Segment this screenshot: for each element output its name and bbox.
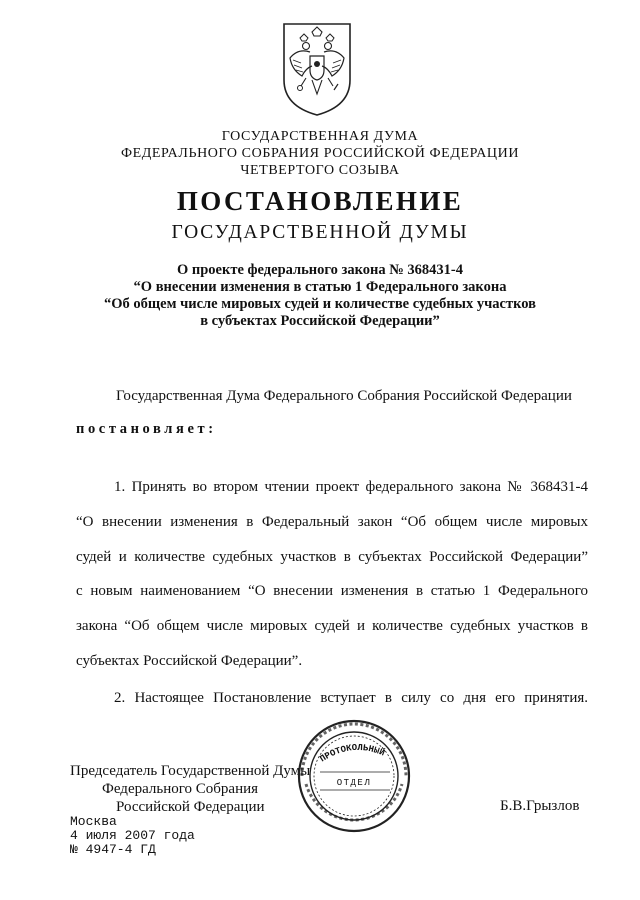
document-issuer: ГОСУДАРСТВЕННОЙ ДУМЫ [171,222,469,243]
header-line-duma: ГОСУДАРСТВЕННАЯ ДУМА [221,129,419,144]
subject-line-4: в субъектах Российской Федерации” [200,313,440,329]
stamp-text-top: ПРОТОКОЛЬНЫЙ [318,742,387,765]
paragraph-1-line-5: закона “Об общем числе мировых судей и количестве судебных участков в [76,618,588,634]
body-decree-word: постановляет: [76,421,217,437]
paragraph-1-line-1: 1. Принять во втором чтении проект федерального закона № 368431-4 [114,479,588,495]
body-intro: Государственная Дума Федерального Собрания Российской Федерации [116,388,572,404]
paragraph-1-line-2: “О внесении изменения в Федеральный закон “Об общем числе мировых [76,514,588,530]
paragraph-1-line-6: субъектах Российской Федерации”. [76,653,303,669]
signatory-title-line-2: Федерального Собрания [102,781,259,797]
paragraph-2: 2. Настоящее Постановление вступает в силу со дня его принятия. [114,690,588,706]
footer-registration-number: № 4947-4 ГД [70,842,156,857]
footer-place: Москва [70,814,117,829]
document-type-title: ПОСТАНОВЛЕНИЕ [176,186,464,216]
protocol-department-stamp [296,718,412,834]
header-line-convocation: ЧЕТВЕРТОГО СОЗЫВА [240,163,400,178]
paragraph-1-line-3: судей и количестве судебных участков в субъектах Российской Федерации” [76,549,588,565]
header-line-assembly: ФЕДЕРАЛЬНОГО СОБРАНИЯ РОССИЙСКОЙ ФЕДЕРАЦИИ [120,146,520,161]
signatory-name: Б.В.Грызлов [500,798,580,814]
coat-of-arms-emblem [276,18,358,118]
paragraph-1-line-4: с новым наименованием “О внесении изменения в статью 1 Федерального [76,583,588,599]
subject-line-3: “Об общем числе мировых судей и количестве судебных участков [104,296,536,312]
signatory-title-line-1: Председатель Государственной Думы [70,763,311,779]
subject-line-1: О проекте федерального закона № 368431-4 [176,262,464,278]
footer-date: 4 июля 2007 года [70,828,195,843]
signatory-title-line-3: Российской Федерации [116,799,265,815]
stamp-text-center: ОТДЕЛ [336,778,372,788]
subject-line-2: “О внесении изменения в статью 1 Федерального закона [133,279,507,295]
